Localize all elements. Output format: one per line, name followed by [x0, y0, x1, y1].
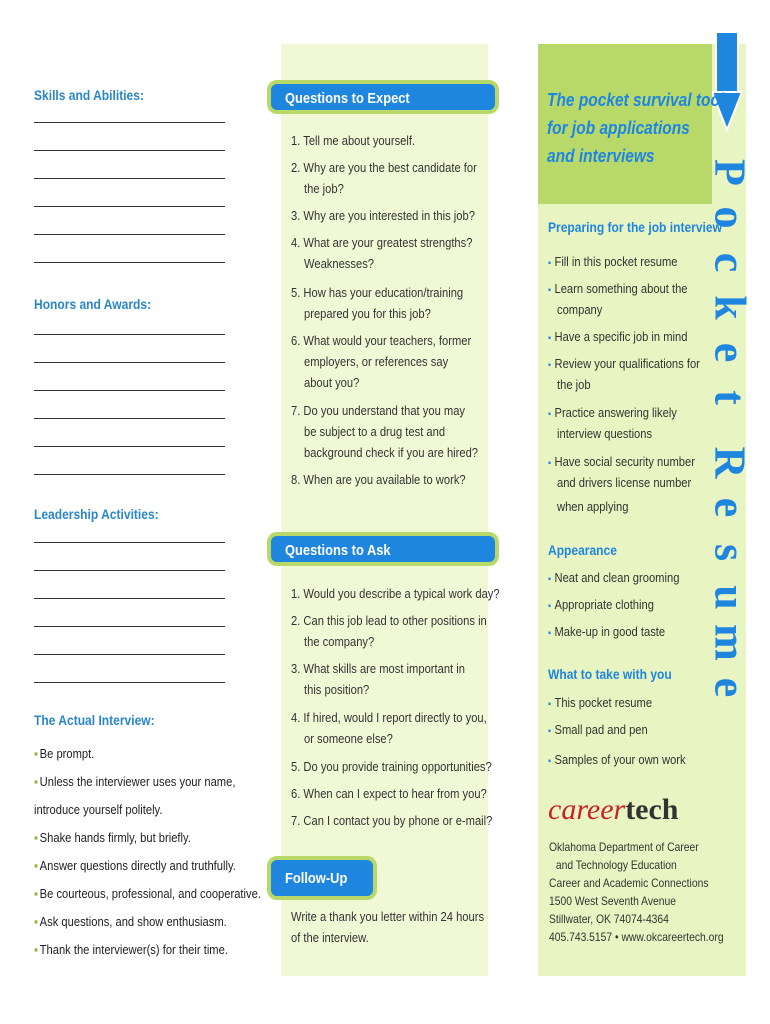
tagline-line: for job applications	[547, 118, 690, 138]
tip-item-cont: introduce yourself politely.	[34, 802, 163, 817]
fill-line[interactable]	[34, 570, 225, 571]
address-line: 405.743.5157 • www.okcareertech.org	[549, 930, 724, 944]
ask-item-cont: the company?	[304, 634, 375, 649]
tip-item: ▪ Thank the interviewer(s) for their time.	[34, 942, 228, 957]
title-letter: k	[705, 295, 755, 320]
title-letter: e	[705, 497, 755, 518]
prep-item-cont: when applying	[557, 499, 629, 514]
ask-item: 1. Would you describe a typical work day?	[291, 586, 500, 601]
prep-item: ▪ Learn something about the	[548, 281, 688, 296]
title-letter: u	[705, 585, 755, 610]
address-line: 1500 West Seventh Avenue	[549, 894, 676, 908]
fill-line[interactable]	[34, 206, 225, 207]
expect-item: 6. What would your teachers, former	[291, 333, 472, 348]
expect-item: 1. Tell me about yourself.	[291, 133, 416, 148]
tagline-line: and interviews	[547, 146, 655, 166]
expect-item-cont: Weaknesses?	[304, 256, 375, 271]
appearance-item: ▪ Make-up in good taste	[548, 624, 666, 639]
title-letter: s	[705, 543, 755, 562]
skills-heading: Skills and Abilities:	[34, 87, 144, 103]
prep-item-cont: interview questions	[557, 426, 653, 441]
fill-line[interactable]	[34, 474, 225, 475]
address-line: Oklahoma Department of Career	[549, 840, 699, 854]
expect-item: 3. Why are you interested in this job?	[291, 208, 475, 223]
prep-item-cont: the job	[557, 377, 591, 392]
title-letter: m	[705, 624, 755, 661]
ask-item: 6. When can I expect to hear from you?	[291, 786, 487, 801]
ask-item: 4. If hired, would I report directly to you,	[291, 710, 487, 725]
take-item: ▪ This pocket resume	[548, 695, 653, 710]
ask-item: 2. Can this job lead to other positions in	[291, 613, 487, 628]
prep-item: ▪ Practice answering likely	[548, 405, 677, 420]
title-letter: o	[705, 206, 755, 229]
tagline-line: The pocket survival tool	[547, 90, 725, 110]
follow-banner	[267, 856, 377, 900]
interview-heading: The Actual Interview:	[34, 712, 155, 728]
fill-line[interactable]	[34, 150, 225, 151]
fill-line[interactable]	[34, 446, 225, 447]
tip-item: ▪ Answer questions directly and truthfully.	[34, 858, 236, 873]
fill-line[interactable]	[34, 234, 225, 235]
appearance-item: ▪ Appropriate clothing	[548, 597, 654, 612]
fill-line[interactable]	[34, 122, 225, 123]
tip-item: ▪ Unless the interviewer uses your name,	[34, 774, 236, 789]
ask-item: 3. What skills are most important in	[291, 661, 465, 676]
expect-banner	[267, 80, 499, 114]
prep-item-cont: and drivers license number	[557, 475, 692, 490]
expect-item: 5. How has your education/training	[291, 285, 464, 300]
expect-item-cont: the job?	[304, 181, 344, 196]
follow-line: of the interview.	[291, 930, 369, 945]
follow-title: Follow-Up	[285, 870, 348, 887]
take-item: ▪ Samples of your own work	[548, 752, 686, 767]
title-letter: t	[705, 390, 755, 405]
address-block	[549, 838, 724, 946]
title-letter: e	[705, 342, 755, 363]
prep-item-cont: company	[557, 302, 603, 317]
expect-item: 4. What are your greatest strengths?	[291, 235, 473, 250]
honors-heading: Honors and Awards:	[34, 296, 152, 312]
take-item: ▪ Small pad and pen	[548, 722, 648, 737]
address-line: Stillwater, OK 74074-4364	[549, 912, 669, 926]
fill-line[interactable]	[34, 598, 225, 599]
expect-title: Questions to Expect	[285, 90, 410, 107]
fill-line[interactable]	[34, 682, 225, 683]
fill-line[interactable]	[34, 334, 225, 335]
fill-line[interactable]	[34, 178, 225, 179]
title-letter: P	[705, 159, 755, 186]
expect-item: 7. Do you understand that you may	[291, 403, 466, 418]
prep-item: ▪ Fill in this pocket resume	[548, 254, 678, 269]
ask-item-cont: or someone else?	[304, 731, 393, 746]
expect-item-cont: prepared you for this job?	[304, 306, 431, 321]
tip-item: ▪ Ask questions, and show enthusiasm.	[34, 914, 227, 929]
tagline	[547, 86, 724, 170]
ask-item: 7. Can I contact you by phone or e-mail?	[291, 813, 493, 828]
address-line: and Technology Education	[555, 858, 677, 872]
expect-item-cont: employers, or references say	[304, 354, 449, 369]
ask-banner	[267, 532, 499, 566]
prep-heading: Preparing for the job interview	[548, 219, 722, 235]
tip-item: ▪ Be courteous, professional, and cooperative.	[34, 886, 261, 901]
title-letter: e	[705, 677, 755, 698]
expect-item: 2. Why are you the best candidate for	[291, 160, 477, 175]
ask-title: Questions to Ask	[285, 542, 391, 559]
title-letter: c	[705, 252, 755, 273]
follow-line: Write a thank you letter within 24 hours	[291, 909, 485, 924]
expect-item: 8. When are you available to work?	[291, 472, 466, 487]
tip-item: ▪ Shake hands firmly, but briefly.	[34, 830, 191, 845]
expect-item-cont: background check if you are hired?	[304, 445, 479, 460]
expect-item-cont: about you?	[304, 375, 360, 390]
prep-item: ▪ Have a specific job in mind	[548, 329, 688, 344]
title-letter: R	[705, 446, 755, 479]
leadership-heading: Leadership Activities:	[34, 506, 159, 522]
expect-item-cont: be subject to a drug test and	[304, 424, 446, 439]
address-line: Career and Academic Connections	[549, 876, 709, 890]
take-heading: What to take with you	[548, 666, 672, 682]
prep-item: ▪ Have social security number	[548, 454, 695, 469]
prep-item: ▪ Review your qualifications for	[548, 356, 700, 371]
fill-line[interactable]	[34, 390, 225, 391]
fill-line[interactable]	[34, 262, 225, 263]
fill-line[interactable]	[34, 626, 225, 627]
appearance-heading: Appearance	[548, 542, 617, 558]
fill-line[interactable]	[34, 418, 225, 419]
ask-item: 5. Do you provide training opportunities?	[291, 759, 492, 774]
fill-line[interactable]	[34, 362, 225, 363]
careertech-logo: careertech	[548, 793, 679, 826]
appearance-item: ▪ Neat and clean grooming	[548, 570, 680, 585]
ask-item-cont: this position?	[304, 682, 370, 697]
tip-item: ▪ Be prompt.	[34, 746, 95, 761]
fill-line[interactable]	[34, 654, 225, 655]
fill-line[interactable]	[34, 542, 225, 543]
